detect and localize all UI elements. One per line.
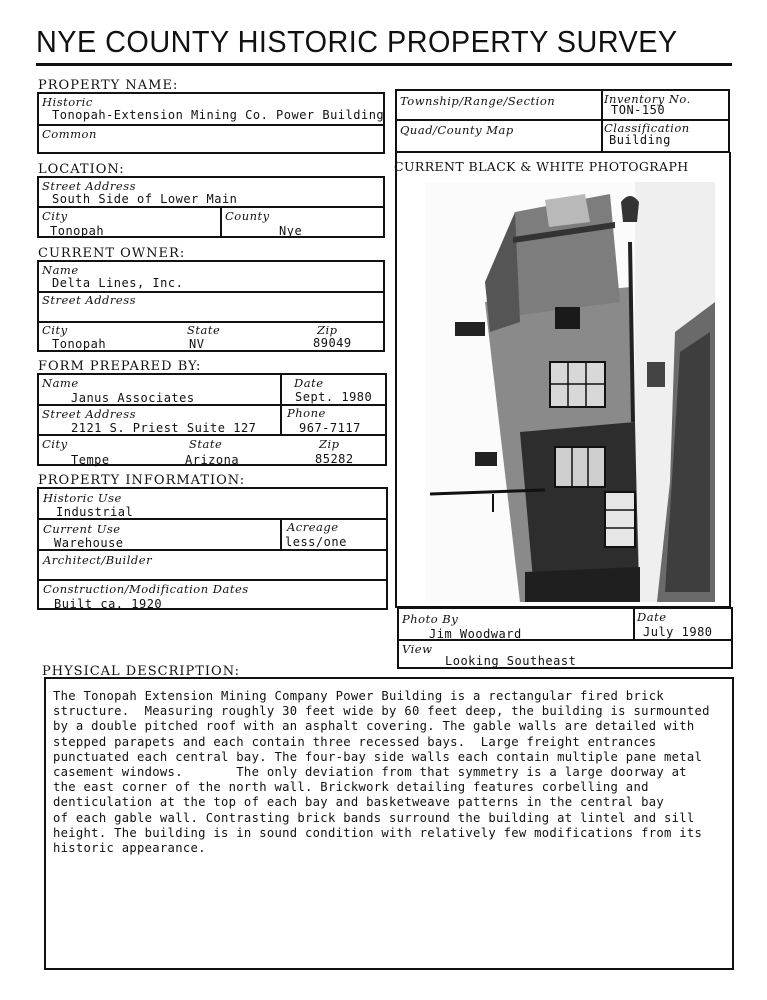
quad-map-label: Quad/County Map	[400, 123, 514, 137]
county-value: Nye	[279, 224, 303, 238]
photo-by-value: Jim Woodward	[429, 627, 522, 641]
divider	[280, 375, 282, 435]
divider	[39, 206, 383, 208]
photograph-frame	[395, 152, 731, 608]
photo-date-label: Date	[637, 610, 667, 624]
preparer-phone-value: 967-7117	[299, 421, 361, 435]
classification-value: Building	[609, 133, 671, 147]
form-prepared-box	[37, 373, 387, 466]
preparer-phone-label: Phone	[287, 406, 326, 420]
property-name-heading: PROPERTY NAME:	[38, 78, 179, 93]
current-use-label: Current Use	[43, 522, 121, 536]
survey-title: NYE COUNTY HISTORIC PROPERTY SURVEY	[36, 24, 678, 59]
current-owner-box	[37, 260, 385, 352]
historic-use-value: Industrial	[56, 505, 134, 519]
acreage-value: less/one	[285, 535, 347, 549]
preparer-date-label: Date	[294, 376, 324, 390]
physical-description-box	[44, 677, 734, 970]
historic-name-value: Tonopah-Extension Mining Co. Power Building	[52, 108, 385, 122]
architect-label: Architect/Builder	[43, 553, 153, 567]
preparer-zip-value: 85282	[315, 452, 354, 466]
county-label: County	[225, 209, 270, 223]
inventory-value: TON-150	[611, 103, 666, 117]
view-value: Looking Southeast	[445, 654, 577, 668]
divider	[39, 579, 386, 581]
view-label: View	[402, 642, 433, 656]
preparer-state-label: State	[189, 437, 223, 451]
street-address-value: South Side of Lower Main	[52, 192, 238, 206]
divider	[220, 206, 222, 236]
form-prepared-heading: FORM PREPARED BY:	[38, 359, 202, 374]
location-heading: LOCATION:	[38, 162, 125, 177]
city-label: City	[42, 209, 68, 223]
current-use-value: Warehouse	[54, 536, 124, 550]
title-rule	[36, 63, 732, 66]
divider	[633, 609, 635, 640]
physical-description-text: The Tonopah Extension Mining Company Power Building is a rectangular fired brick structure. Measuring roughly 30 feet wide by 60 feet deep, the building is surmounted by a double pitched roof with an asphalt covering. The gable walls are detailed with stepped parapets and each contain three recessed bays. Large freight entrances punctuated each central bay. The four-bay side walls each contain multiple pane metal casement windows. The only deviation from that symmetry is a large doorway at the east corner of the north wall. Brickwork detailing features corbelling and denticulation at the top of each bay and basketweave patterns in the central bay of each gable wall. Contrasting brick bands surround the building at lintel and sill height. The building is in sound condition with relatively few modifications from its historic appearance.	[53, 689, 710, 856]
owner-name-value: Delta Lines, Inc.	[52, 276, 184, 290]
preparer-street-label: Street Address	[42, 407, 137, 421]
divider	[601, 91, 603, 151]
building-photograph	[425, 182, 715, 602]
property-information-box	[37, 487, 388, 610]
owner-zip-value: 89049	[313, 336, 352, 350]
classification-label: Classification	[604, 121, 690, 135]
photo-date-value: July 1980	[643, 625, 713, 639]
preparer-city-value: Tempe	[71, 453, 110, 467]
property-name-box	[37, 92, 385, 154]
historic-label: Historic	[42, 95, 93, 109]
acreage-label: Acreage	[287, 520, 339, 534]
preparer-street-value: 2121 S. Priest Suite 127	[71, 421, 257, 435]
survey-reference-box	[395, 89, 730, 153]
common-label: Common	[42, 127, 97, 141]
photograph-heading: CURRENT BLACK & WHITE PHOTOGRAPH	[394, 159, 689, 174]
historic-use-label: Historic Use	[43, 491, 122, 505]
divider	[39, 124, 383, 126]
owner-state-label: State	[187, 323, 221, 337]
township-label: Township/Range/Section	[400, 94, 556, 108]
owner-name-label: Name	[42, 263, 79, 277]
preparer-name-label: Name	[42, 376, 79, 390]
preparer-state-value: Arizona	[185, 453, 240, 467]
owner-city-label: City	[42, 323, 68, 337]
divider	[280, 518, 282, 550]
construction-dates-value: Built ca. 1920	[54, 597, 163, 611]
owner-city-value: Tonopah	[52, 337, 107, 351]
photo-by-label: Photo By	[402, 612, 459, 626]
street-address-label: Street Address	[42, 179, 137, 193]
location-box	[37, 176, 385, 238]
owner-street-label: Street Address	[42, 293, 137, 307]
preparer-name-value: Janus Associates	[71, 391, 195, 405]
city-value: Tonopah	[50, 224, 105, 238]
preparer-city-label: City	[42, 437, 68, 451]
preparer-zip-label: Zip	[319, 437, 340, 451]
physical-description-heading: PHYSICAL DESCRIPTION:	[42, 664, 240, 679]
current-owner-heading: CURRENT OWNER:	[38, 246, 186, 261]
owner-zip-label: Zip	[317, 323, 338, 337]
owner-state-value: NV	[189, 337, 205, 351]
photo-credits-box	[397, 607, 733, 669]
inventory-label: Inventory No.	[604, 92, 691, 106]
property-information-heading: PROPERTY INFORMATION:	[38, 473, 246, 488]
construction-dates-label: Construction/Modification Dates	[43, 582, 249, 596]
preparer-date-value: Sept. 1980	[295, 390, 373, 404]
